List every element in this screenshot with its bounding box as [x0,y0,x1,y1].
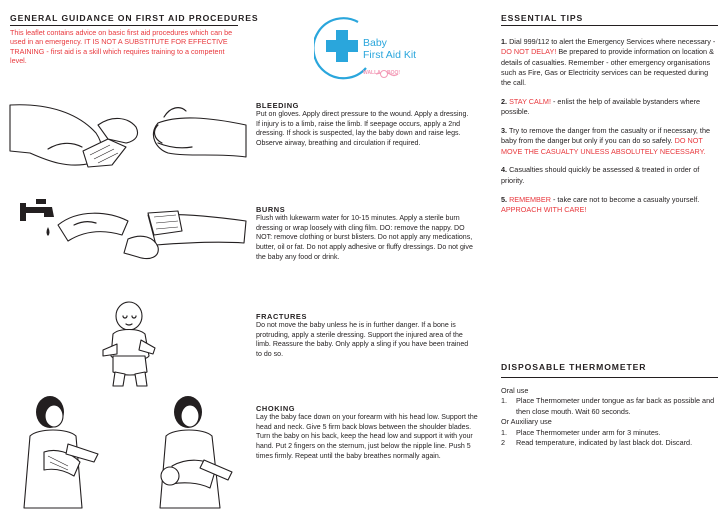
tip-1-text: Dial 999/112 to alert the Emergency Services where necessary - [509,37,716,46]
bleeding-text: Put on gloves. Apply direct pressure to the wound. Apply a dressing. If injury is to a limb, raise the limb. If seepage occurs, apply a 2nd dressing. If shock is suspected, lay the baby down and raise legs. Observe airway, breathing and circulation if required. [256,111,469,148]
logo-brand-boo: BOO! [387,70,401,76]
tip-2-number: 2. [501,96,508,106]
oral-step-1-text: Place Thermometer under tongue as far back as possible and then close mouth. Wait 60 seconds. [516,396,715,416]
logo-line-baby: Baby [363,37,387,49]
thermometer-instructions [501,386,718,448]
aux-step-2-number: 2 [501,438,506,448]
oral-use-label: Oral use [501,386,529,395]
tip-1-text-cont: Be prepared to provide information on location & details of casualties. Remember - other emergency organisations such as Fire, Gas or Electricity services can be requested during the call. [501,47,714,88]
oral-step-1 [501,396,718,417]
tip-5 [501,195,717,216]
tip-5-emphasis: REMEMBER [509,194,551,204]
tip-3 [501,126,717,157]
burns-text: Flush with lukewarm water for 10-15 minutes. Apply a sterile burn dressing or wrap loosely with cling film. DO: remove the nappy. DO NOT: remove clothing or burst blisters. Do not apply any medications, butter, oil or fat. Do not apply adhesive or fluffy dressings. Do not give the baby any food or drink. [256,215,473,261]
fractures-illustration [95,300,165,390]
tip-1-emphasis: DO NOT DELAY! [501,47,557,57]
title-divider [10,25,238,26]
tip-1-number: 1. [501,37,508,46]
tip-2-emphasis: STAY CALM! [509,96,551,106]
burns-title: BURNS [256,205,286,214]
fractures-text: Do not move the baby unless he is in further danger. If a bone is protruding, apply a sterile dressing. Support the injured area of the limb. Reassure the baby. Only apply a sling if you have been trained to do so. [256,322,469,359]
bleeding-title: BLEEDING [256,101,299,110]
tip-3-text: Try to remove the danger from the casualty or if necessary, the baby from the danger but only if you can do so safely. [501,126,711,146]
aux-step-1-number: 1. [501,427,508,437]
choking-illustration [10,392,250,510]
tip-4-number: 4. [501,165,508,175]
intro-disclaimer: This leaflet contains advice on basic first aid procedures which can be used in an emergency. IT IS NOT A SUBSTITUTE FOR EFFECTIVE TRAINING - first aid is a skill which requires training to a competent level. [10,28,233,66]
choking-text: Lay the baby face down on your forearm with his head low. Support the head and neck. Give 5 firm back blows between the shoulder blades. Turn the baby on his back, keep the head low and support it with your hand. Put 2 fingers on the sternum, just below the nipple line. Push 5 times firmly. Repeat until the baby breathes normally again. [256,414,478,460]
tip-5-text: - take care not to become a casualty yourself. [552,194,700,204]
tips-list [501,37,717,224]
thermometer-divider [501,377,718,378]
tip-4-text: Casualties should quickly be assessed & treated in order of priority. [501,165,700,185]
tips-divider [501,25,718,26]
tip-1 [501,37,717,88]
tips-title: ESSENTIAL TIPS [501,13,584,23]
aux-step-1-text: Place Thermometer under arm for 3 minutes. [516,427,661,437]
bleeding-illustration [8,95,248,175]
tip-5-number: 5. [501,194,508,204]
logo [314,12,434,82]
aux-step-2-text: Read temperature, indicated by last black dot. Discard. [516,438,693,448]
oral-step-1-number: 1. [501,396,508,406]
tip-3-number: 3. [501,126,508,136]
tip-2-text: - enlist the help of available bystanders where possible. [501,96,701,117]
aux-use-label: Or Auxiliary use [501,417,552,427]
aux-step-2 [501,438,718,448]
page-title: GENERAL GUIDANCE ON FIRST AID PROCEDURES [10,13,259,23]
tip-4 [501,165,717,186]
tip-2 [501,97,717,118]
fractures-title: FRACTURES [256,312,307,321]
thermometer-title: DISPOSABLE THERMOMETER [501,362,647,372]
choking-title: CHOKING [256,404,296,413]
aux-step-1 [501,428,718,438]
burns-illustration [18,195,248,265]
logo-brand-walla: WALLA [363,70,381,76]
tip-5-emphasis-2: APPROACH WITH CARE! [501,204,587,214]
tip-3-emphasis: DO NOT MOVE THE CASUALTY UNLESS ABSOLUTELY NECESSARY. [501,136,706,156]
logo-line-kit: First Aid Kit [363,49,417,61]
